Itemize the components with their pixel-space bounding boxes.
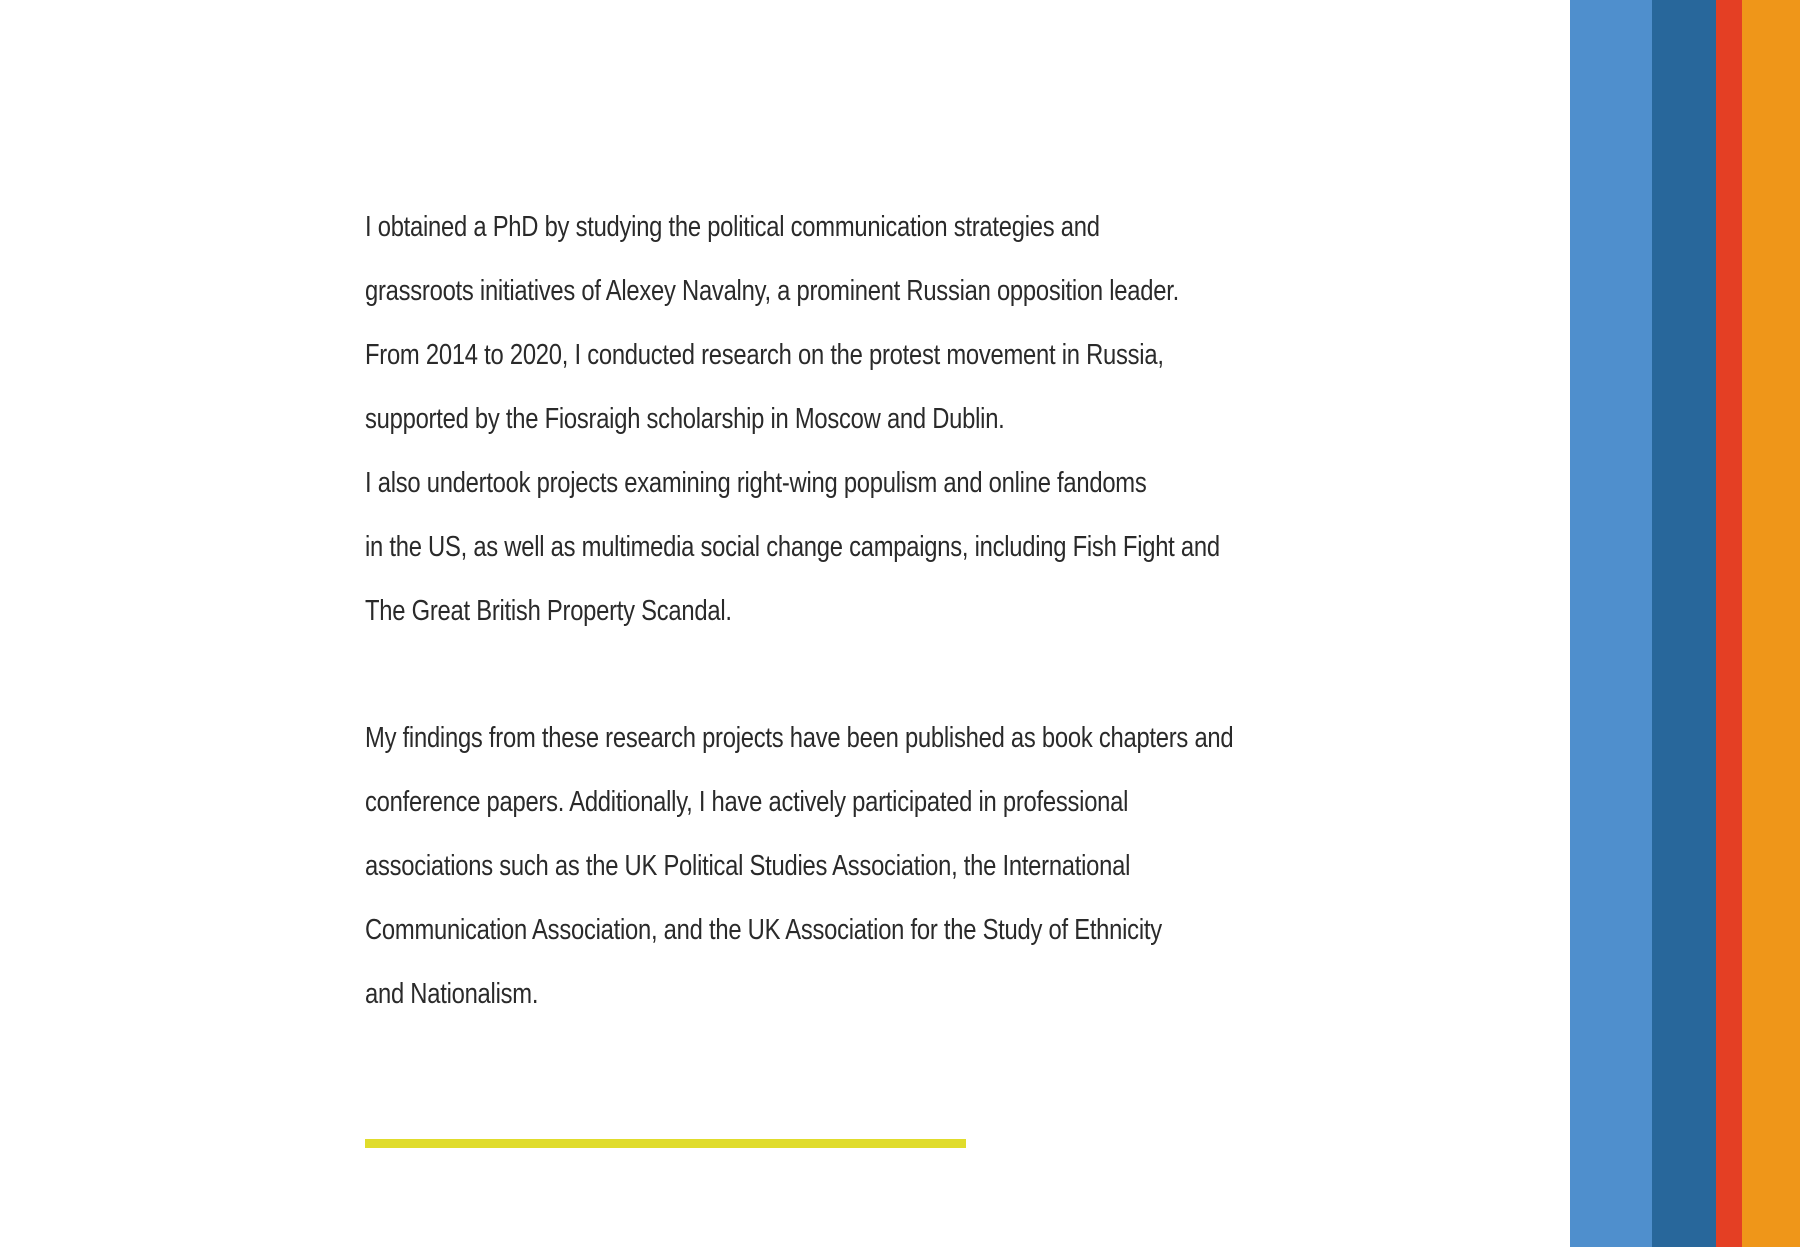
text-line: From 2014 to 2020, I conducted research on the protest movement in Russia,	[365, 339, 1164, 371]
stripe-dark-blue	[1652, 0, 1716, 1247]
paragraph-publications	[365, 706, 1265, 1026]
body-text	[365, 195, 1265, 1026]
accent-divider	[365, 1139, 966, 1148]
text-line: associations such as the UK Political Studies Association, the International	[365, 850, 1131, 882]
paragraph-research-background	[365, 195, 1265, 643]
text-line: in the US, as well as multimedia social change campaigns, including Fish Fight and	[365, 531, 1220, 563]
text-line: and Nationalism.	[365, 978, 539, 1010]
text-line: The Great British Property Scandal.	[365, 595, 732, 627]
text-line: I obtained a PhD by studying the political communication strategies and	[365, 211, 1100, 243]
paragraph-spacer	[365, 643, 1265, 706]
text-line: Communication Association, and the UK Association for the Study of Ethnicity	[365, 914, 1162, 946]
text-line: I also undertook projects examining right-wing populism and online fandoms	[365, 467, 1147, 499]
text-line: My findings from these research projects have been published as book chapters and	[365, 722, 1234, 754]
text-line: conference papers. Additionally, I have actively participated in professional	[365, 786, 1129, 818]
text-line: supported by the Fiosraigh scholarship in Moscow and Dublin.	[365, 403, 1005, 435]
stripe-red	[1716, 0, 1742, 1247]
stripe-light-blue	[1570, 0, 1652, 1247]
stripe-orange	[1742, 0, 1800, 1247]
text-line: grassroots initiatives of Alexey Navalny, a prominent Russian opposition leader.	[365, 275, 1179, 307]
